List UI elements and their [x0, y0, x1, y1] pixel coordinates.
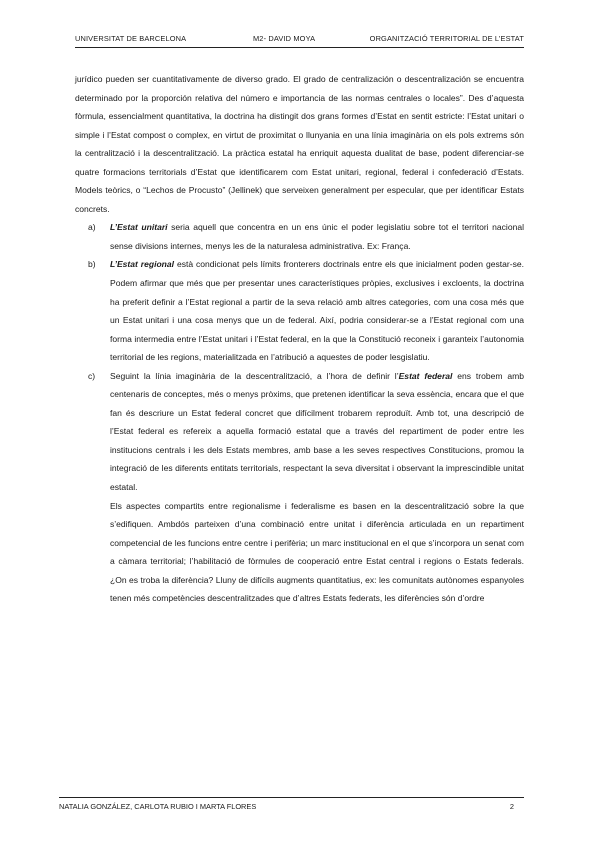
header-subject: ORGANITZACIÓ TERRITORIAL DE L’ESTAT	[369, 34, 524, 43]
list-item-regional-state	[75, 255, 524, 366]
list-marker: c)	[88, 370, 96, 381]
term-unitary-state: Estat unitari	[116, 222, 168, 233]
page-footer	[59, 802, 524, 816]
list-item-federal-state	[75, 367, 524, 497]
item-text-before: Seguint la línia imaginària de la descentralització, a l’hora de definir l’	[110, 370, 399, 381]
state-forms-list	[75, 218, 524, 496]
header-university: UNIVERSITAT DE BARCELONA	[75, 34, 187, 43]
term-prefix: L’	[110, 259, 117, 270]
footer-authors: NATALIA GONZÁLEZ, CARLOTA RUBIO I MARTA FLORES	[59, 802, 257, 811]
footer-divider	[59, 797, 524, 798]
page-number: 2	[509, 802, 514, 811]
term-regional-state: Estat regional	[116, 259, 175, 270]
continuation-paragraph: Els aspectes compartits entre regionalisme i federalisme es basen en la descentralització sobre la que s’edifiquen. Ambdós parteixen d’una combinació entre unitat i diferència articulada en un repartiment competencial de les funcions entre centre i perifèria; un marc institucional en el que s’incorpora un senat com a càmara territorial; l’habilitació de fòrmules de cooperació entre Estat central i regions o Estats federals. ¿On es troba la diferència? Lluny de difícils augments quantitatius, ex: les comunitats autònomes espanyoles tenen més competències descentralitzades que d’altres Estats federats, les diferències són d’ordre	[110, 500, 524, 604]
list-marker: b)	[88, 259, 96, 270]
item-text: ens trobem amb centenaris de conceptes, més o menys pròxims, que pretenen identificar la seva essència, encara que el que fan és descriure un Estat federal concret que difícilment trobarem reproduït. Amb tot, una descripció de l’Estat federal es refereix a aquella formació estatal que a través del repartiment de poder entre les institucions centrals i les dels Estats membres, amb base a les seves respectives Constitucions, promou la integració de les diferents entitats territorials, respectant la seva diversitat i observant la imprescindible unitat estatal.	[110, 370, 524, 493]
header-course: M2- DAVID MOYA	[253, 34, 316, 43]
header-divider	[75, 47, 524, 48]
term-federal-state: Estat federal	[398, 370, 453, 381]
page-header	[75, 34, 524, 48]
list-marker: a)	[88, 222, 96, 233]
intro-paragraph: jurídico pueden ser cuantitativamente de diverso grado. El grado de centralización o descentralización se encuentra determinado por la proporción relativa del número e importancia de las normas centrales o locales”. Des d’aquesta fòrmula, essencialment quantitativa, la doctrina ha distingit dos grans formes d’Estat en sentit estricte: l’Estat unitari o simple i l’Estat compost o complex, en virtut de proximitat o llunyania en una línia imaginària on els pols extrems són la centralització i la descentralització. La pràctica estatal ha enriquit aquesta dualitat de base, podent diferenciar-se quatre formacions territorials d’Estat que identificarem com Estat unitari, regional, federal i confederació d’Estats. Models teòrics, o “Lechos de Procusto” (Jellinek) que serveixen generalment per especular, que per identificar Estats concrets.	[75, 74, 524, 214]
document-body	[75, 70, 524, 608]
term-prefix: L’	[110, 222, 117, 233]
item-text: seria aquell que concentra en un ens únic el poder legislatiu sobre tot el territori nacional sense divisions internes, menys les de la naturalesa administrativa. Ex: França.	[110, 222, 524, 251]
item-text: està condicionat pels límits fronterers doctrinals entre els que inicialment poden gestar-se. Podem afirmar que més que per presentar unes característiques pròpies, exclusives i excloents, la doctrina ha preferit definir a l’Estat regional a partir de la seva relació amb altres categories, com una cosa més que un Estat unitari i una cosa menys que un de federal. Així, podria considerar-se a l’Estat regional com una forma intermedia entre l’Estat unitari i l’Estat federal, en la que la Constitució reconeix i garanteix l’autonomia territorial de les regions, materialitzada en l’atribució a aquestes de poder lesgislatiu.	[110, 259, 524, 363]
list-item-unitary-state	[75, 218, 524, 255]
